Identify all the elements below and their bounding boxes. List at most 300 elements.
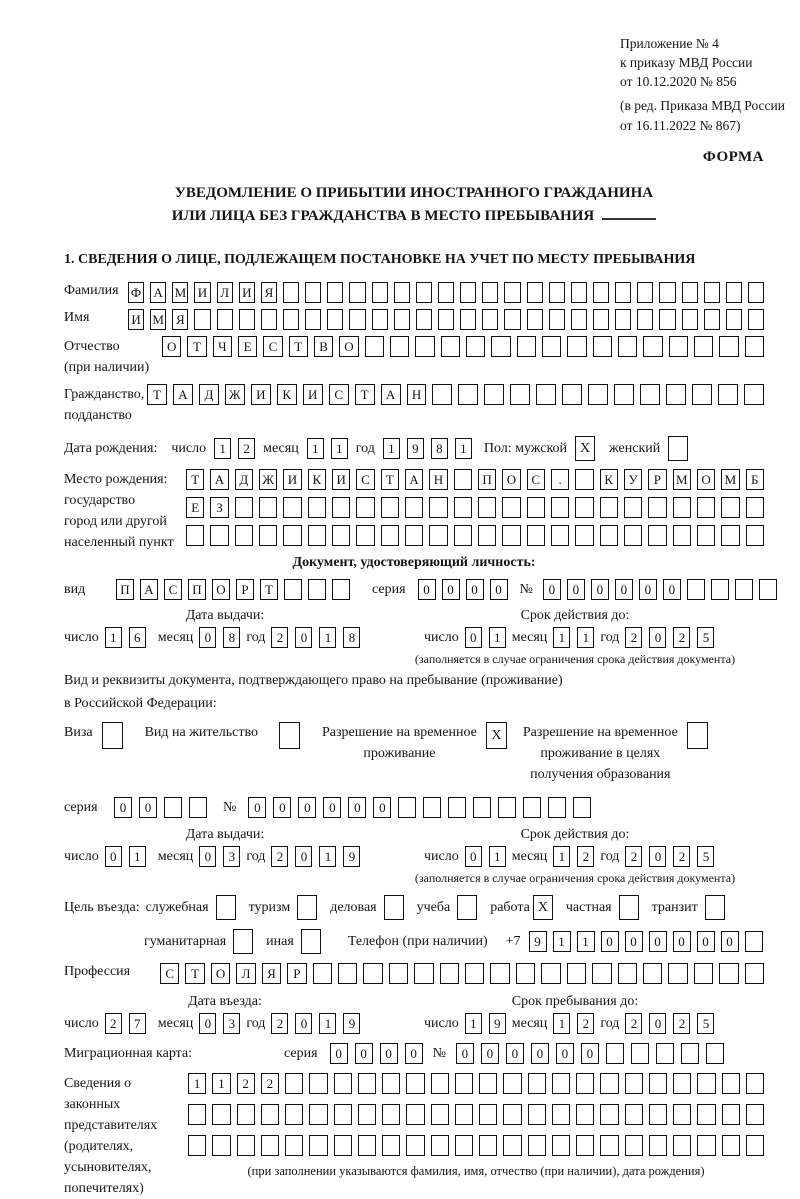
- char-cell[interactable]: [405, 525, 423, 546]
- char-cell[interactable]: [648, 525, 666, 546]
- char-cell[interactable]: [332, 579, 350, 600]
- char-cell[interactable]: [363, 963, 382, 984]
- char-cell[interactable]: 0: [649, 931, 667, 952]
- char-cell[interactable]: Р: [648, 469, 666, 490]
- char-cell[interactable]: [212, 1135, 230, 1156]
- char-cell[interactable]: [438, 309, 454, 330]
- char-cell[interactable]: [334, 1104, 352, 1125]
- char-cell[interactable]: 0: [295, 627, 312, 648]
- char-cell[interactable]: [606, 1043, 624, 1064]
- char-cell[interactable]: М: [172, 282, 188, 303]
- char-cell[interactable]: [575, 525, 593, 546]
- char-cell[interactable]: [414, 963, 433, 984]
- char-cell[interactable]: [460, 309, 476, 330]
- char-cell[interactable]: 0: [506, 1043, 524, 1064]
- char-cell[interactable]: А: [140, 579, 158, 600]
- char-cell[interactable]: [576, 1135, 594, 1156]
- char-cell[interactable]: 1: [489, 846, 506, 867]
- char-cell[interactable]: [640, 384, 660, 405]
- char-cell[interactable]: [259, 497, 277, 518]
- char-cell[interactable]: 9: [489, 1013, 506, 1034]
- char-cell[interactable]: [668, 963, 687, 984]
- checkbox-study[interactable]: [457, 895, 477, 920]
- char-cell[interactable]: [562, 384, 582, 405]
- char-cell[interactable]: [625, 1073, 643, 1094]
- char-cell[interactable]: 0: [330, 1043, 348, 1064]
- char-cell[interactable]: [448, 797, 466, 818]
- char-cell[interactable]: [503, 1135, 521, 1156]
- char-cell[interactable]: 5: [697, 846, 714, 867]
- char-cell[interactable]: 2: [105, 1013, 122, 1034]
- char-cell[interactable]: 8: [343, 627, 360, 648]
- char-cell[interactable]: 1: [307, 438, 324, 459]
- char-cell[interactable]: [745, 963, 764, 984]
- char-cell[interactable]: [261, 1135, 279, 1156]
- char-cell[interactable]: 0: [556, 1043, 574, 1064]
- char-cell[interactable]: [704, 309, 720, 330]
- char-cell[interactable]: [381, 525, 399, 546]
- char-cell[interactable]: А: [405, 469, 423, 490]
- char-cell[interactable]: [259, 525, 277, 546]
- char-cell[interactable]: [327, 309, 343, 330]
- char-cell[interactable]: 2: [238, 438, 255, 459]
- char-cell[interactable]: [503, 1104, 521, 1125]
- char-cell[interactable]: 0: [323, 797, 341, 818]
- char-cell[interactable]: [575, 469, 593, 490]
- char-cell[interactable]: [454, 497, 472, 518]
- char-cell[interactable]: [504, 309, 520, 330]
- checkbox-female[interactable]: [668, 436, 688, 461]
- char-cell[interactable]: 0: [273, 797, 291, 818]
- char-cell[interactable]: [697, 1104, 715, 1125]
- char-cell[interactable]: Т: [147, 384, 167, 405]
- char-cell[interactable]: И: [251, 384, 271, 405]
- char-cell[interactable]: 0: [199, 627, 216, 648]
- char-cell[interactable]: Р: [287, 963, 306, 984]
- char-cell[interactable]: [549, 282, 565, 303]
- char-cell[interactable]: [237, 1135, 255, 1156]
- char-cell[interactable]: [285, 1073, 303, 1094]
- char-cell[interactable]: [394, 282, 410, 303]
- char-cell[interactable]: 0: [721, 931, 739, 952]
- char-cell[interactable]: 0: [442, 579, 460, 600]
- char-cell[interactable]: [235, 525, 253, 546]
- char-cell[interactable]: [649, 1104, 667, 1125]
- char-cell[interactable]: [431, 1073, 449, 1094]
- char-cell[interactable]: С: [160, 963, 179, 984]
- checkbox-visa[interactable]: [102, 722, 123, 749]
- char-cell[interactable]: С: [263, 336, 282, 357]
- char-cell[interactable]: [189, 797, 207, 818]
- char-cell[interactable]: [429, 525, 447, 546]
- char-cell[interactable]: [719, 963, 738, 984]
- char-cell[interactable]: [517, 336, 536, 357]
- char-cell[interactable]: [697, 1073, 715, 1094]
- char-cell[interactable]: Е: [186, 497, 204, 518]
- char-cell[interactable]: А: [210, 469, 228, 490]
- char-cell[interactable]: [438, 282, 454, 303]
- char-cell[interactable]: [381, 497, 399, 518]
- char-cell[interactable]: [237, 1104, 255, 1125]
- char-cell[interactable]: М: [150, 309, 166, 330]
- char-cell[interactable]: [746, 1104, 764, 1125]
- char-cell[interactable]: [600, 1104, 618, 1125]
- char-cell[interactable]: [704, 282, 720, 303]
- char-cell[interactable]: [479, 1135, 497, 1156]
- char-cell[interactable]: 0: [543, 579, 561, 600]
- char-cell[interactable]: [745, 931, 763, 952]
- char-cell[interactable]: П: [188, 579, 206, 600]
- char-cell[interactable]: 3: [223, 846, 240, 867]
- char-cell[interactable]: [682, 282, 698, 303]
- char-cell[interactable]: [372, 309, 388, 330]
- checkbox-business[interactable]: [384, 895, 404, 920]
- char-cell[interactable]: 2: [271, 1013, 288, 1034]
- char-cell[interactable]: [358, 1104, 376, 1125]
- char-cell[interactable]: 0: [295, 1013, 312, 1034]
- char-cell[interactable]: [466, 336, 485, 357]
- char-cell[interactable]: [510, 384, 530, 405]
- char-cell[interactable]: И: [332, 469, 350, 490]
- checkbox-temp-residence-edu[interactable]: [687, 722, 708, 749]
- char-cell[interactable]: [573, 797, 591, 818]
- char-cell[interactable]: 0: [355, 1043, 373, 1064]
- char-cell[interactable]: А: [173, 384, 193, 405]
- char-cell[interactable]: 0: [625, 931, 643, 952]
- char-cell[interactable]: 0: [380, 1043, 398, 1064]
- char-cell[interactable]: [618, 336, 637, 357]
- char-cell[interactable]: О: [162, 336, 181, 357]
- char-cell[interactable]: Б: [746, 469, 764, 490]
- char-cell[interactable]: [432, 384, 452, 405]
- char-cell[interactable]: [358, 1135, 376, 1156]
- char-cell[interactable]: [482, 309, 498, 330]
- char-cell[interactable]: [473, 797, 491, 818]
- char-cell[interactable]: [239, 309, 255, 330]
- char-cell[interactable]: [571, 309, 587, 330]
- char-cell[interactable]: [746, 497, 764, 518]
- char-cell[interactable]: З: [210, 497, 228, 518]
- char-cell[interactable]: [458, 384, 478, 405]
- char-cell[interactable]: [673, 525, 691, 546]
- char-cell[interactable]: 5: [697, 1013, 714, 1034]
- char-cell[interactable]: 0: [105, 846, 122, 867]
- char-cell[interactable]: Т: [381, 469, 399, 490]
- char-cell[interactable]: 2: [673, 627, 690, 648]
- checkbox-tourism[interactable]: [297, 895, 317, 920]
- char-cell[interactable]: [722, 1135, 740, 1156]
- char-cell[interactable]: 0: [418, 579, 436, 600]
- char-cell[interactable]: 0: [697, 931, 715, 952]
- char-cell[interactable]: .: [551, 469, 569, 490]
- char-cell[interactable]: [308, 579, 326, 600]
- char-cell[interactable]: Я: [262, 963, 281, 984]
- char-cell[interactable]: Н: [407, 384, 427, 405]
- char-cell[interactable]: 1: [214, 438, 231, 459]
- char-cell[interactable]: Ф: [128, 282, 144, 303]
- char-cell[interactable]: [416, 282, 432, 303]
- char-cell[interactable]: К: [600, 469, 618, 490]
- char-cell[interactable]: [503, 1073, 521, 1094]
- char-cell[interactable]: Т: [260, 579, 278, 600]
- char-cell[interactable]: 0: [615, 579, 633, 600]
- char-cell[interactable]: [659, 309, 675, 330]
- char-cell[interactable]: 2: [625, 1013, 642, 1034]
- char-cell[interactable]: [673, 1135, 691, 1156]
- char-cell[interactable]: [721, 497, 739, 518]
- char-cell[interactable]: [726, 282, 742, 303]
- char-cell[interactable]: [309, 1073, 327, 1094]
- char-cell[interactable]: [398, 797, 416, 818]
- char-cell[interactable]: 1: [212, 1073, 230, 1094]
- char-cell[interactable]: [194, 309, 210, 330]
- checkbox-transit[interactable]: [705, 895, 725, 920]
- char-cell[interactable]: [722, 1073, 740, 1094]
- char-cell[interactable]: [308, 525, 326, 546]
- char-cell[interactable]: [372, 282, 388, 303]
- char-cell[interactable]: И: [128, 309, 144, 330]
- char-cell[interactable]: [656, 1043, 674, 1064]
- char-cell[interactable]: [285, 1135, 303, 1156]
- char-cell[interactable]: [576, 1104, 594, 1125]
- char-cell[interactable]: 1: [553, 1013, 570, 1034]
- char-cell[interactable]: [673, 1104, 691, 1125]
- char-cell[interactable]: [406, 1104, 424, 1125]
- char-cell[interactable]: [746, 525, 764, 546]
- char-cell[interactable]: 9: [407, 438, 424, 459]
- char-cell[interactable]: [692, 384, 712, 405]
- char-cell[interactable]: 8: [223, 627, 240, 648]
- char-cell[interactable]: О: [502, 469, 520, 490]
- char-cell[interactable]: [455, 1073, 473, 1094]
- char-cell[interactable]: [349, 309, 365, 330]
- char-cell[interactable]: 0: [466, 579, 484, 600]
- char-cell[interactable]: 1: [553, 931, 571, 952]
- char-cell[interactable]: [528, 1104, 546, 1125]
- char-cell[interactable]: [588, 384, 608, 405]
- char-cell[interactable]: М: [673, 469, 691, 490]
- char-cell[interactable]: [748, 309, 764, 330]
- checkbox-humanitarian[interactable]: [233, 929, 253, 954]
- checkbox-residence-permit[interactable]: [279, 722, 300, 749]
- char-cell[interactable]: [624, 525, 642, 546]
- char-cell[interactable]: [504, 282, 520, 303]
- char-cell[interactable]: [382, 1073, 400, 1094]
- char-cell[interactable]: [283, 525, 301, 546]
- char-cell[interactable]: 1: [465, 1013, 482, 1034]
- checkbox-work[interactable]: X: [533, 895, 553, 920]
- char-cell[interactable]: 1: [489, 627, 506, 648]
- char-cell[interactable]: Я: [172, 309, 188, 330]
- char-cell[interactable]: [600, 497, 618, 518]
- char-cell[interactable]: Т: [355, 384, 375, 405]
- char-cell[interactable]: [431, 1104, 449, 1125]
- checkbox-male[interactable]: X: [575, 436, 595, 461]
- char-cell[interactable]: 1: [331, 438, 348, 459]
- char-cell[interactable]: [283, 497, 301, 518]
- char-cell[interactable]: [454, 525, 472, 546]
- char-cell[interactable]: [648, 497, 666, 518]
- char-cell[interactable]: [235, 497, 253, 518]
- char-cell[interactable]: [382, 1135, 400, 1156]
- char-cell[interactable]: 0: [639, 579, 657, 600]
- char-cell[interactable]: [212, 1104, 230, 1125]
- char-cell[interactable]: [490, 963, 509, 984]
- char-cell[interactable]: [285, 1104, 303, 1125]
- char-cell[interactable]: 0: [490, 579, 508, 600]
- char-cell[interactable]: [625, 1104, 643, 1125]
- char-cell[interactable]: [465, 963, 484, 984]
- char-cell[interactable]: И: [303, 384, 323, 405]
- char-cell[interactable]: [429, 497, 447, 518]
- char-cell[interactable]: 1: [105, 627, 122, 648]
- char-cell[interactable]: 5: [697, 627, 714, 648]
- char-cell[interactable]: 0: [663, 579, 681, 600]
- char-cell[interactable]: [527, 309, 543, 330]
- char-cell[interactable]: 0: [199, 846, 216, 867]
- char-cell[interactable]: [332, 525, 350, 546]
- char-cell[interactable]: [746, 1073, 764, 1094]
- char-cell[interactable]: [719, 336, 738, 357]
- char-cell[interactable]: [669, 336, 688, 357]
- char-cell[interactable]: [593, 336, 612, 357]
- char-cell[interactable]: 2: [271, 846, 288, 867]
- char-cell[interactable]: [706, 1043, 724, 1064]
- char-cell[interactable]: [567, 963, 586, 984]
- char-cell[interactable]: 1: [319, 846, 336, 867]
- char-cell[interactable]: 6: [129, 627, 146, 648]
- char-cell[interactable]: 0: [601, 931, 619, 952]
- char-cell[interactable]: У: [624, 469, 642, 490]
- char-cell[interactable]: [659, 282, 675, 303]
- char-cell[interactable]: Д: [199, 384, 219, 405]
- char-cell[interactable]: 8: [431, 438, 448, 459]
- char-cell[interactable]: [673, 497, 691, 518]
- char-cell[interactable]: [261, 309, 277, 330]
- char-cell[interactable]: [551, 525, 569, 546]
- char-cell[interactable]: [441, 336, 460, 357]
- char-cell[interactable]: [615, 282, 631, 303]
- char-cell[interactable]: Я: [261, 282, 277, 303]
- char-cell[interactable]: [482, 282, 498, 303]
- char-cell[interactable]: [631, 1043, 649, 1064]
- char-cell[interactable]: 0: [295, 846, 312, 867]
- char-cell[interactable]: [567, 336, 586, 357]
- char-cell[interactable]: [552, 1073, 570, 1094]
- char-cell[interactable]: [309, 1104, 327, 1125]
- char-cell[interactable]: [735, 579, 753, 600]
- char-cell[interactable]: [332, 497, 350, 518]
- char-cell[interactable]: Т: [187, 336, 206, 357]
- char-cell[interactable]: О: [697, 469, 715, 490]
- char-cell[interactable]: [673, 1073, 691, 1094]
- char-cell[interactable]: Ж: [225, 384, 245, 405]
- char-cell[interactable]: 0: [405, 1043, 423, 1064]
- char-cell[interactable]: [356, 497, 374, 518]
- char-cell[interactable]: [283, 309, 299, 330]
- char-cell[interactable]: [516, 963, 535, 984]
- char-cell[interactable]: П: [116, 579, 134, 600]
- char-cell[interactable]: [624, 497, 642, 518]
- char-cell[interactable]: 2: [577, 846, 594, 867]
- char-cell[interactable]: 0: [298, 797, 316, 818]
- char-cell[interactable]: С: [527, 469, 545, 490]
- char-cell[interactable]: 0: [591, 579, 609, 600]
- char-cell[interactable]: [600, 1073, 618, 1094]
- char-cell[interactable]: [261, 1104, 279, 1125]
- char-cell[interactable]: Д: [235, 469, 253, 490]
- char-cell[interactable]: [416, 309, 432, 330]
- char-cell[interactable]: [592, 963, 611, 984]
- char-cell[interactable]: Ч: [213, 336, 232, 357]
- char-cell[interactable]: 0: [649, 1013, 666, 1034]
- char-cell[interactable]: [643, 336, 662, 357]
- char-cell[interactable]: [440, 963, 459, 984]
- char-cell[interactable]: [726, 309, 742, 330]
- char-cell[interactable]: 0: [673, 931, 691, 952]
- char-cell[interactable]: [718, 384, 738, 405]
- char-cell[interactable]: 0: [481, 1043, 499, 1064]
- char-cell[interactable]: [527, 497, 545, 518]
- char-cell[interactable]: 1: [319, 627, 336, 648]
- char-cell[interactable]: [390, 336, 409, 357]
- char-cell[interactable]: О: [212, 579, 230, 600]
- char-cell[interactable]: [365, 336, 384, 357]
- char-cell[interactable]: [600, 1135, 618, 1156]
- char-cell[interactable]: [188, 1104, 206, 1125]
- char-cell[interactable]: 0: [465, 846, 482, 867]
- char-cell[interactable]: [552, 1135, 570, 1156]
- char-cell[interactable]: [637, 309, 653, 330]
- char-cell[interactable]: [575, 497, 593, 518]
- char-cell[interactable]: 0: [649, 846, 666, 867]
- char-cell[interactable]: [460, 282, 476, 303]
- char-cell[interactable]: 2: [261, 1073, 279, 1094]
- char-cell[interactable]: [682, 309, 698, 330]
- char-cell[interactable]: [305, 282, 321, 303]
- char-cell[interactable]: К: [308, 469, 326, 490]
- char-cell[interactable]: Ж: [259, 469, 277, 490]
- char-cell[interactable]: [593, 309, 609, 330]
- char-cell[interactable]: С: [164, 579, 182, 600]
- char-cell[interactable]: 1: [455, 438, 472, 459]
- char-cell[interactable]: [681, 1043, 699, 1064]
- char-cell[interactable]: [649, 1073, 667, 1094]
- char-cell[interactable]: [746, 1135, 764, 1156]
- char-cell[interactable]: К: [277, 384, 297, 405]
- char-cell[interactable]: [576, 1073, 594, 1094]
- char-cell[interactable]: 1: [188, 1073, 206, 1094]
- char-cell[interactable]: [405, 497, 423, 518]
- char-cell[interactable]: Л: [217, 282, 233, 303]
- char-cell[interactable]: [334, 1073, 352, 1094]
- char-cell[interactable]: [478, 497, 496, 518]
- char-cell[interactable]: [637, 282, 653, 303]
- char-cell[interactable]: [502, 497, 520, 518]
- char-cell[interactable]: 2: [577, 1013, 594, 1034]
- char-cell[interactable]: И: [283, 469, 301, 490]
- char-cell[interactable]: [479, 1104, 497, 1125]
- char-cell[interactable]: 0: [199, 1013, 216, 1034]
- char-cell[interactable]: [389, 963, 408, 984]
- char-cell[interactable]: [423, 797, 441, 818]
- char-cell[interactable]: 0: [373, 797, 391, 818]
- char-cell[interactable]: И: [194, 282, 210, 303]
- char-cell[interactable]: [431, 1135, 449, 1156]
- char-cell[interactable]: [358, 1073, 376, 1094]
- char-cell[interactable]: 9: [529, 931, 547, 952]
- char-cell[interactable]: [551, 497, 569, 518]
